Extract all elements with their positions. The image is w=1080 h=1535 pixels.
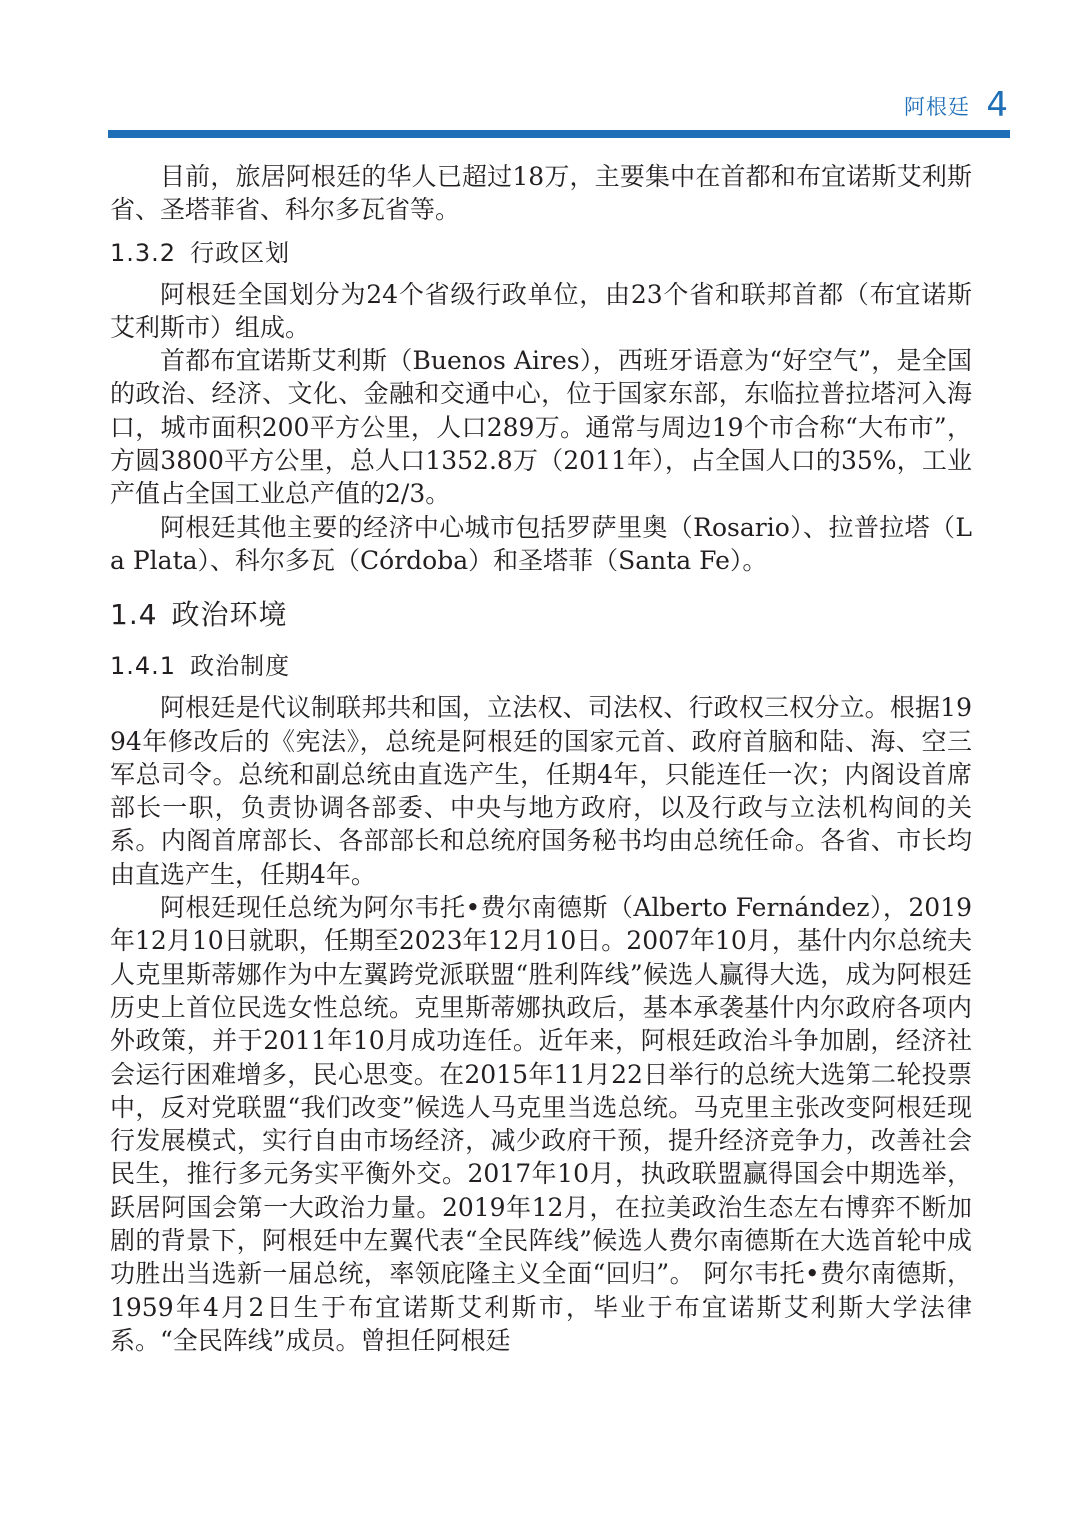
- paragraph-current-president: 阿根廷现任总统为阿尔韦托•费尔南德斯（Alberto Fernández），2019年12月10日就职，任期至2023年12月10日。2007年10月，基什内尔总统夫人克里斯蒂娜作为中左翼跨党派联盟“胜利阵线”候选人赢得大选，成为阿根廷历史上首位民选女性总统。克里斯蒂娜执政后，基本承袭基什内尔政府各项内外政策，并于2011年10月成功连任。近年来，阿根廷政治斗争加剧，经济社会运行困难增多，民心思变。在2015年11月22日举行的总统大选第二轮投票中，反对党联盟“我们改变”候选人马克里当选总统。马克里主张改变阿根廷现行发展模式，实行自由市场经济，减少政府干预，提升经济竞争力，改善社会民生，推行多元务实平衡外交。2017年10月，执政联盟赢得国会中期选举，跃居阿国会第一大政治力量。2019年12月，在拉美政治生态左右博弈不断加剧的背景下，阿根廷中左翼代表“全民阵线”候选人费尔南德斯在大选首轮中成功胜出当选新一届总统，率领庇隆主义全面“回归”。 阿尔韦托•费尔南德斯，1959年4月2日生于布宜诺斯艾利斯市，毕业于布宜诺斯艾利斯大学法律系。“全民阵线”成员。曾担任阿根廷: [110, 893, 972, 1355]
- subsection-heading-admin-divisions: [110, 236, 972, 270]
- page-number: 4: [986, 85, 1008, 125]
- paragraph-political-system: 阿根廷是代议制联邦共和国，立法权、司法权、行政权三权分立。根据1994年修改后的《宪法》，总统是阿根廷的国家元首、政府首脑和陆、海、空三军总司令。总统和副总统由直选产生，任期4年，只能连任一次；内阁设首席部长一职，负责协调各部委、中央与地方政府，以及行政与立法机构间的关系。内阁首席部长、各部部长和总统府国务秘书均由总统任命。各省、市长均由直选产生，任期4年。: [110, 693, 972, 889]
- paragraph-chinese-residents: 目前，旅居阿根廷的华人已超过18万，主要集中在首都和布宜诺斯艾利斯省、圣塔菲省、科尔多瓦省等。: [110, 162, 972, 225]
- page-body: [110, 160, 972, 1357]
- heading-number: 1.4: [110, 598, 158, 632]
- heading-number: 1.4.1: [110, 652, 177, 681]
- section-heading-political-environment: [110, 595, 972, 635]
- heading-title: 政治制度: [190, 652, 291, 681]
- heading-title: 行政区划: [190, 238, 291, 267]
- paragraph-buenos-aires: 首都布宜诺斯艾利斯（Buenos Aires），西班牙语意为“好空气”，是全国的政治、经济、文化、金融和交通中心，位于国家东部，东临拉普拉塔河入海口，城市面积200平方公里，人口289万。通常与周边19个市合称“大布市”，方圆3800平方公里，总人口1352.8万（2011年），占全国人口的35%，工业产值占全国工业总产值的2/3。: [110, 346, 972, 509]
- heading-number: 1.3.2: [110, 238, 177, 267]
- header-rule: [108, 130, 1010, 138]
- paragraph-provinces: 阿根廷全国划分为24个省级行政单位，由23个省和联邦首都（布宜诺斯艾利斯市）组成。: [110, 279, 972, 342]
- chapter-label: 阿根廷: [904, 95, 970, 119]
- subsection-heading-political-system: [110, 649, 972, 683]
- heading-title: 政治环境: [171, 598, 288, 632]
- paragraph-other-cities: 阿根廷其他主要的经济中心城市包括罗萨里奥（Rosario）、拉普拉塔（La Plata）、科尔多瓦（Córdoba）和圣塔菲（Santa Fe）。: [110, 512, 972, 575]
